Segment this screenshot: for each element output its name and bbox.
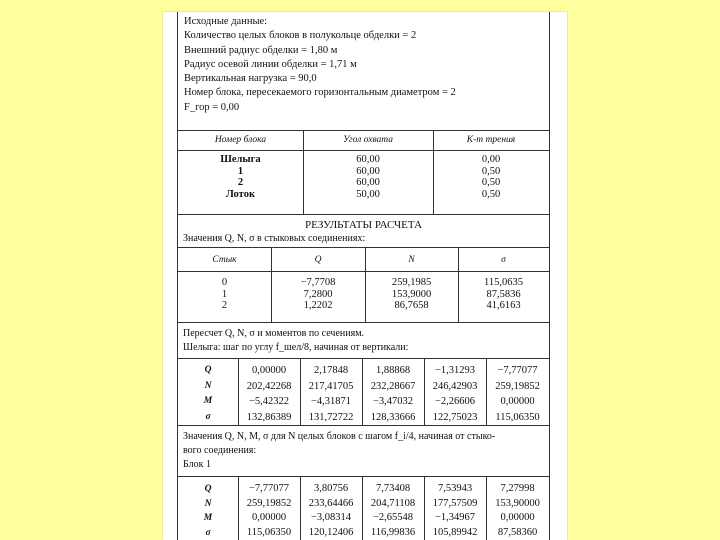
block-caption-line: вого соединения: (183, 445, 257, 456)
row-label: N (204, 380, 212, 391)
divider (178, 130, 549, 131)
divider (178, 476, 549, 477)
cell: 202,42268 (246, 380, 292, 392)
cell: 131,72722 (308, 411, 354, 423)
cell: 1,88868 (375, 365, 411, 376)
header-joint: Стык (212, 255, 237, 265)
cell: 115,06350 (246, 526, 292, 538)
cell: 259,19852 (495, 380, 540, 392)
cell: 217,41705 (308, 380, 354, 392)
divider (178, 271, 549, 272)
scanned-page (163, 12, 567, 540)
block-name: Шелыга (220, 154, 261, 165)
input-line: Номер блока, пересекаемого горизонтальным диаметром = 2 (184, 87, 456, 99)
cell: 259,19852 (246, 497, 292, 509)
cell: 122,75023 (432, 411, 478, 423)
cell: −1,31293 (434, 365, 476, 376)
sections-column (424, 363, 486, 425)
sections-column (362, 363, 424, 425)
header-friction: К-т трения (466, 135, 516, 145)
divider (178, 425, 549, 426)
q-value: 1,2202 (303, 300, 333, 311)
friction-value: 0,00 (481, 154, 501, 165)
cell: 7,73408 (375, 483, 411, 494)
friction-value: 0,50 (481, 177, 501, 188)
block-name: 1 (237, 165, 244, 177)
joints-caption: Значения Q, N, σ в стыковых соединениях: (183, 233, 366, 244)
cell: −1,34967 (434, 512, 476, 523)
cell: −2,26606 (434, 396, 476, 407)
n-column (365, 277, 458, 312)
row-label: M (203, 513, 213, 523)
cell: 87,58360 (497, 526, 538, 538)
block-names-column (178, 154, 303, 200)
cell: 153,90000 (495, 497, 540, 509)
cell: 0,00000 (251, 512, 287, 523)
block-caption-line: Значения Q, N, M, σ для N целых блоков с шагом f_i/4, начиная от стыко- (183, 431, 496, 442)
angle-value: 60,00 (356, 177, 380, 188)
page-frame (177, 12, 550, 540)
sigma-column (458, 277, 549, 312)
cell: −5,42322 (248, 396, 290, 407)
joint-value: 2 (221, 300, 228, 311)
cell: 7,53943 (437, 483, 473, 494)
joint-value: 0 (221, 277, 228, 288)
header-angle: Угол охвата (343, 135, 393, 145)
divider (178, 322, 549, 323)
block-labels (178, 482, 238, 540)
q-value: 7,2800 (303, 288, 333, 300)
cell: 132,86389 (246, 411, 292, 423)
divider (178, 214, 549, 215)
cell: 232,28667 (370, 380, 416, 392)
cell: 105,89942 (432, 526, 478, 538)
sections-labels (178, 363, 238, 425)
row-label: N (204, 498, 212, 509)
cell: −3,08314 (310, 512, 352, 523)
block-name: Лоток (226, 188, 255, 200)
results-title: РЕЗУЛЬТАТЫ РАСЧЕТА (304, 219, 423, 231)
cell: 120,12406 (308, 526, 354, 538)
input-line: Внешний радиус обделки = 1,80 м (184, 44, 338, 56)
divider (178, 358, 549, 359)
divider (178, 247, 549, 248)
input-line: Радиус осевой линии обделки = 1,71 м (184, 58, 357, 70)
cell: 115,06350 (495, 411, 540, 423)
cell: 246,42903 (432, 380, 478, 392)
n-value: 153,9000 (391, 288, 432, 300)
n-value: 86,7658 (394, 300, 429, 311)
input-line: Вертикальная нагрузка = 90,0 (184, 73, 317, 85)
friction-column (433, 154, 549, 200)
cell: −7,77077 (497, 365, 538, 376)
angle-value: 50,00 (356, 188, 380, 200)
row-label: σ (205, 411, 211, 422)
input-line: Количество целых блоков в полукольце обделки = 2 (184, 30, 417, 42)
header-block-number: Номер блока (214, 135, 267, 145)
angles-column (303, 154, 433, 200)
row-label: σ (205, 527, 211, 538)
q-column (271, 277, 365, 312)
cell: 233,64466 (308, 497, 354, 509)
joint-value: 1 (221, 288, 228, 300)
sections-caption-line: Шелыга: шаг по углу f_шел/8, начиная от вертикали: (183, 342, 409, 353)
n-value: 259,1985 (391, 277, 432, 288)
header-q: Q (314, 255, 322, 265)
block-column (486, 482, 549, 540)
sections-column (238, 363, 300, 425)
cell: 2,17848 (313, 365, 349, 376)
cell: 204,71108 (370, 497, 416, 509)
block-caption-line: Блок 1 (183, 459, 211, 470)
row-label: M (203, 396, 213, 406)
cell: 0,00000 (500, 512, 535, 523)
block-name: 2 (237, 177, 244, 188)
input-line: F_гор = 0,00 (184, 101, 240, 113)
cell: 116,99836 (370, 526, 416, 538)
cell: 177,57509 (432, 497, 478, 509)
q-value: −7,7708 (300, 277, 336, 288)
cell: 0,00000 (251, 365, 287, 376)
sections-column (300, 363, 362, 425)
input-line: Исходные данные: (184, 16, 268, 27)
cell: −7,77077 (248, 483, 290, 494)
cell: 0,00000 (500, 396, 535, 407)
cell: 3,80756 (313, 483, 349, 494)
friction-value: 0,50 (481, 165, 501, 177)
sigma-value: 87,5836 (486, 288, 521, 300)
cell: 7,27998 (500, 483, 535, 494)
joint-column (178, 277, 271, 312)
row-label: Q (204, 365, 212, 375)
sigma-value: 41,6163 (486, 300, 521, 311)
input-data-block (184, 15, 456, 115)
row-label: Q (204, 484, 212, 494)
angle-value: 60,00 (356, 154, 380, 165)
cell: −4,31871 (310, 396, 352, 407)
block-column (362, 482, 424, 540)
sections-column (486, 363, 549, 425)
block-column (238, 482, 300, 540)
sections-caption-line: Пересчет Q, N, σ и моментов по сечениям. (183, 328, 365, 339)
block-column (300, 482, 362, 540)
cell: 128,33666 (370, 411, 416, 423)
friction-value: 0,50 (481, 188, 501, 200)
cell: −3,47032 (372, 396, 414, 407)
sigma-value: 115,0635 (484, 277, 523, 288)
divider (178, 150, 549, 151)
header-sigma: σ (501, 255, 506, 265)
angle-value: 60,00 (356, 165, 380, 177)
cell: −2,65548 (372, 512, 414, 523)
block-column (424, 482, 486, 540)
header-n: N (408, 255, 415, 265)
